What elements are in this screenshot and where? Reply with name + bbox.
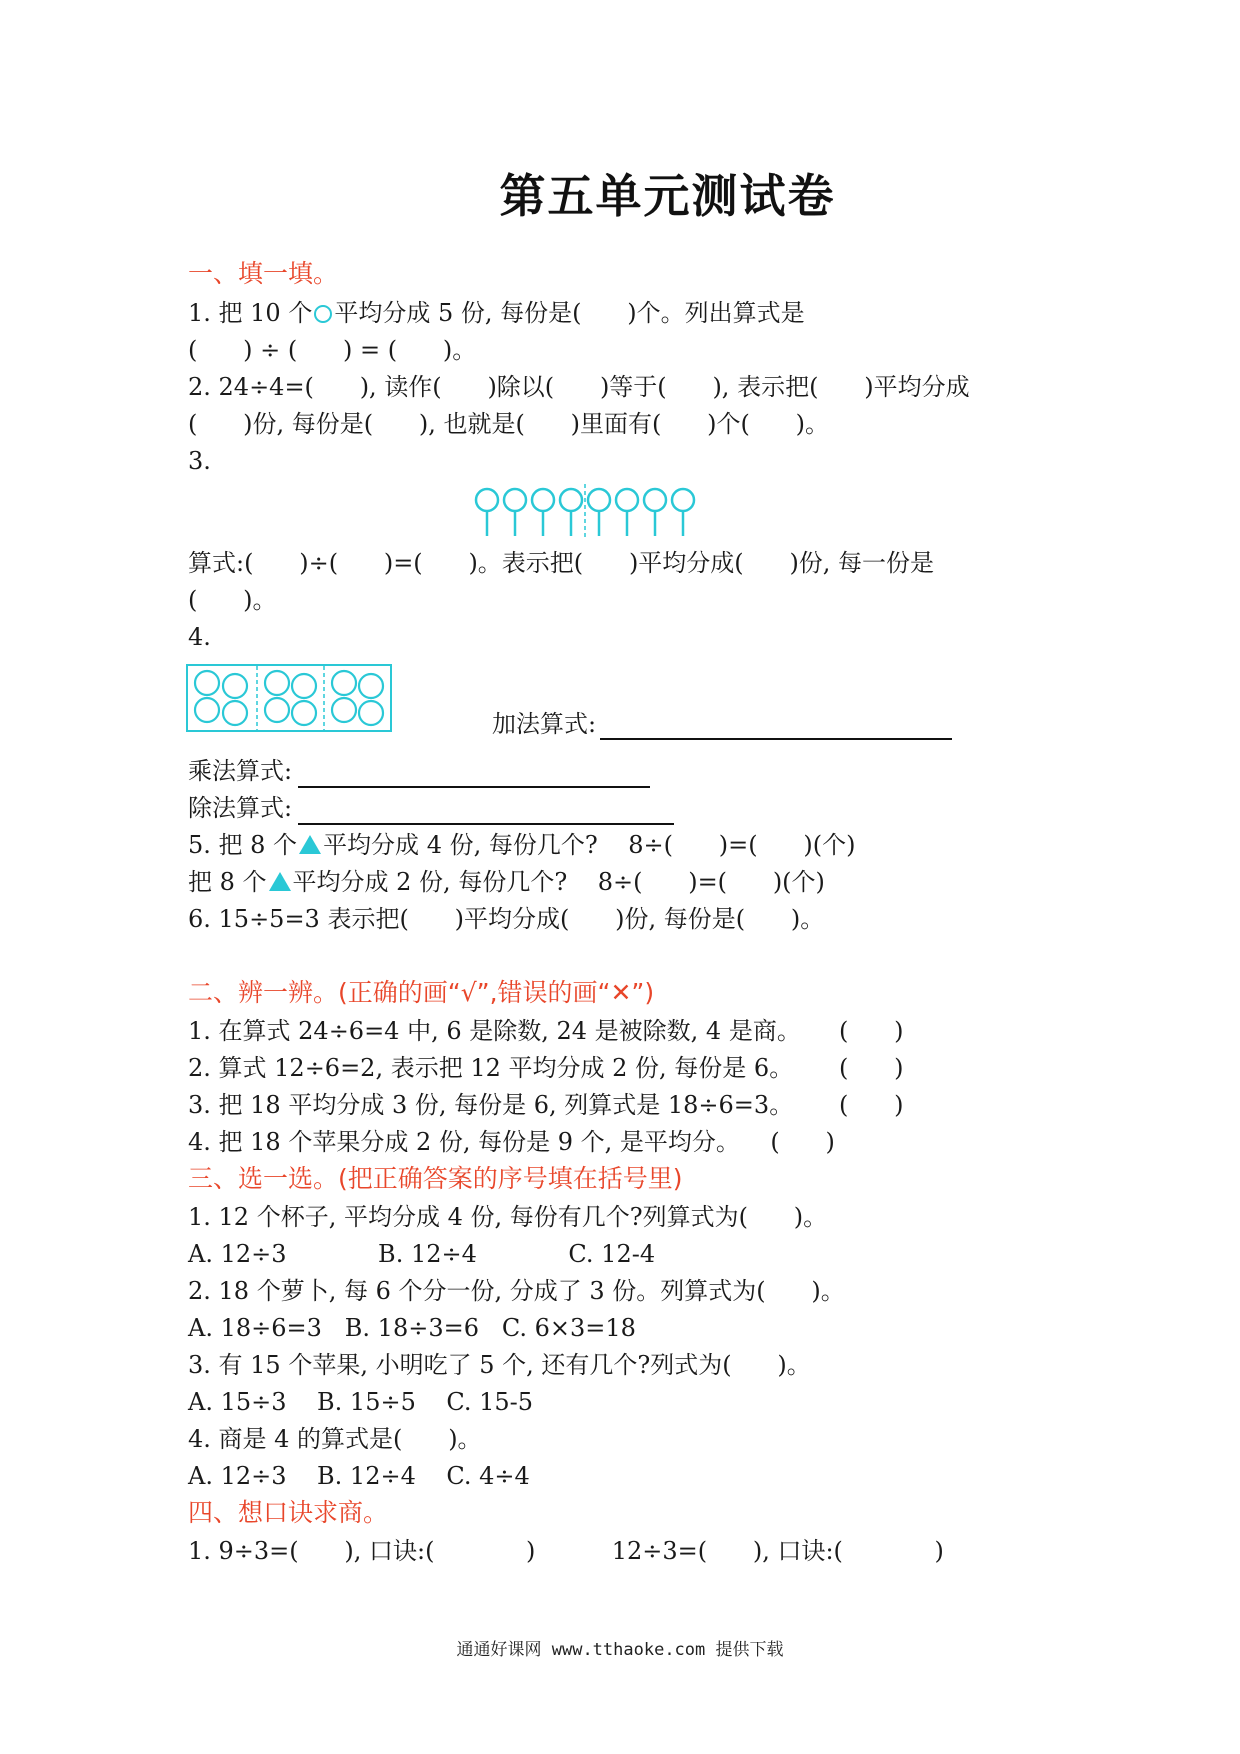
question-1-prefix: 1. 把 10 个 [188,299,313,327]
triangle-icon [299,835,321,854]
question-3-number: 3. [188,447,211,475]
page-title: 第五单元测试卷 [499,169,836,223]
judge-item-3: 3. 把 18 平均分成 3 份, 每份是 6, 列算式是 18÷6=3。 ( ) [188,1091,904,1119]
question-5-line-1 [188,828,855,862]
choice-options-3: A. 15÷3 B. 15÷5 C. 15-5 [188,1388,534,1416]
question-5-text-1: 平均分成 4 份, 每份几个? 8÷( )=( )(个) [323,831,856,859]
choice-question-2: 2. 18 个萝卜, 每 6 个分一份, 分成了 3 份。列算式为( )。 [188,1277,845,1305]
addition-label: 加法算式: [492,710,597,738]
circle-icon [314,305,332,323]
multiplication-answer-line [298,786,650,788]
question-5-prefix-2: 把 8 个 [188,868,267,896]
choice-options-4: A. 12÷3 B. 12÷4 C. 4÷4 [188,1462,530,1490]
section-heading-4: 四、想口诀求商。 [188,1498,389,1527]
question-3-line-1: 算式:( )÷( )=( )。表示把( )平均分成( )份, 每一份是 [188,549,935,577]
choice-question-1: 1. 12 个杯子, 平均分成 4 份, 每份有几个?列算式为( )。 [188,1203,828,1231]
question-5-line-2 [188,865,825,899]
question-4-number: 4. [188,623,211,651]
quotient-question-1: 1. 9÷3=( ), 口诀:( ) 12÷3=( ), 口诀:( ) [188,1537,944,1565]
judge-item-1: 1. 在算式 24÷6=4 中, 6 是除数, 24 是被除数, 4 是商。 ( ) [188,1017,904,1045]
question-1-line-1 [188,296,805,330]
question-1-text: 平均分成 5 份, 每份是( )个。列出算式是 [334,299,805,327]
division-answer-line [298,823,674,825]
choice-question-3: 3. 有 15 个苹果, 小明吃了 5 个, 还有几个?列式为( )。 [188,1351,811,1379]
multiplication-label: 乘法算式: [188,757,293,785]
choice-options-2: A. 18÷6=3 B. 18÷3=6 C. 6×3=18 [188,1314,636,1342]
judge-item-4: 4. 把 18 个苹果分成 2 份, 每份是 9 个, 是平均分。 ( ) [188,1128,835,1156]
question-6: 6. 15÷5=3 表示把( )平均分成( )份, 每份是( )。 [188,905,825,933]
division-label: 除法算式: [188,794,293,822]
judge-item-2: 2. 算式 12÷6=2, 表示把 12 平均分成 2 份, 每份是 6。 ( ) [188,1054,904,1082]
circles-grouping-figure [186,664,392,732]
section-heading-2: 二、辨一辨。(正确的画“√”,错误的画“✕”) [188,978,655,1007]
addition-answer-line [600,738,952,740]
question-2-line-2: ( )份, 每份是( ), 也就是( )里面有( )个( )。 [188,410,830,438]
section-heading-1: 一、填一填。 [188,259,339,288]
section-heading-3: 三、选一选。(把正确答案的序号填在括号里) [188,1164,683,1193]
footer-credit: 通通好课网 www.tthaoke.com 提供下载 [456,1640,784,1660]
choice-options-1: A. 12÷3 B. 12÷4 C. 12-4 [188,1240,656,1268]
question-5-text-2: 平均分成 2 份, 每份几个? 8÷( )=( )(个) [292,868,825,896]
choice-question-4: 4. 商是 4 的算式是( )。 [188,1425,482,1453]
question-5-prefix-1: 5. 把 8 个 [188,831,298,859]
question-2-line-1: 2. 24÷4=( ), 读作( )除以( )等于( ), 表示把( )平均分成 [188,373,970,401]
question-3-line-2: ( )。 [188,586,277,614]
triangle-icon [269,872,291,891]
question-1-line-2: ( ) ÷ ( ) = ( )。 [188,336,477,364]
lollipops-figure [470,482,710,542]
